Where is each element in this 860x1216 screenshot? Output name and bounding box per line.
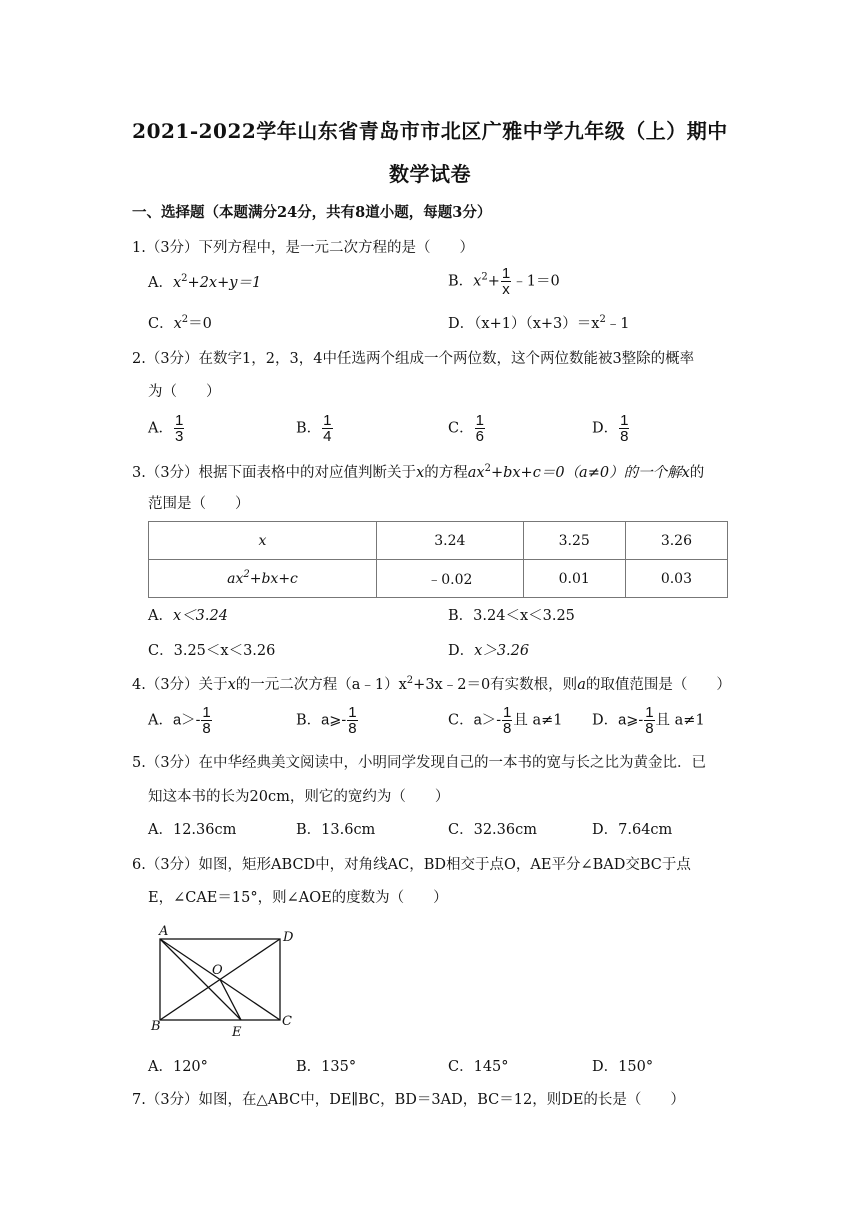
q2-option-d: D． $\frac{1}{8}$ (592, 412, 629, 445)
q3-option-c: C．3.25＜x＜3.26 (148, 643, 276, 659)
fraction: $\frac{1}{3}$ (174, 412, 184, 445)
table-row (149, 560, 728, 598)
label-b: B (151, 1019, 161, 1034)
table-cell: x (149, 522, 377, 560)
q1-option-b: B．$x^2+$ $\frac{1}{x}$ ﹣1＝0 (448, 265, 560, 298)
fraction: $\frac{1}{8}$ (620, 412, 629, 445)
q5-stem-line2: 知这本书的长为20cm，则它的宽约为（ ） (148, 789, 450, 805)
label-c: C (282, 1014, 292, 1029)
fraction: $\frac{1}{8}$ (348, 704, 357, 737)
q2-stem-line1: 2.（3分）在数字1，2，3，4中任选两个组成一个两位数，这个两位数能被3整除的概率 (132, 351, 695, 367)
segment-ae (160, 939, 241, 1020)
q1-stem: 1.（3分）下列方程中，是一元二次方程的是（ ） (132, 240, 475, 256)
q6-option-d: D．150° (592, 1059, 654, 1075)
label-a: A (159, 925, 169, 939)
q4-option-b: B．a⩾- $\frac{1}{8}$ (296, 704, 357, 737)
rectangle-figure (148, 925, 308, 1043)
table-cell: 3.25 (523, 522, 625, 560)
fraction: $\frac{1}{8}$ (503, 704, 512, 737)
q3-option-d: D．x＞3.26 (448, 643, 530, 659)
q4-option-c: C．a＞- $\frac{1}{8}$ 且 a≠1 (448, 704, 563, 737)
q4-option-a: A．a＞- $\frac{1}{8}$ (148, 704, 211, 737)
table-cell: 3.24 (377, 522, 524, 560)
exam-title-line2: 数学试卷 (389, 162, 471, 186)
fraction: $\frac{1}{6}$ (475, 412, 484, 445)
fraction: $\frac{1}{4}$ (323, 412, 332, 445)
q1-option-a: A．$x^2+2x+y=1$ (148, 273, 262, 291)
table-cell: 0.03 (625, 560, 727, 598)
table-cell: 0.01 (523, 560, 625, 598)
q2-stem-line2: 为（ ） (148, 384, 221, 400)
label-o: O (212, 963, 223, 978)
q2-option-b: B． $\frac{1}{4}$ (296, 412, 332, 445)
exam-title-line1: 2021-2022学年山东省青岛市市北区广雅中学九年级（上）期中 (132, 119, 728, 143)
q6-stem-line2: E，∠CAE＝15°，则∠AOE的度数为（ ） (148, 890, 448, 906)
fraction: $\frac{1}{x}$ (501, 265, 511, 298)
fraction: $\frac{1}{8}$ (202, 704, 211, 737)
q2-option-a: A． $\frac{1}{3}$ (148, 412, 184, 445)
segment-oe (220, 980, 241, 1021)
label-e: E (232, 1025, 242, 1040)
q1-option-d: D．$(x+1)(x+3)=x^2﹣1$ (448, 314, 630, 332)
q6-option-a: A．120° (148, 1059, 208, 1075)
q3-option-b: B．3.24＜x＜3.25 (448, 608, 575, 624)
q7-stem-line1: 7.（3分）如图，在△ABC中，DE∥BC，BD＝3AD，BC＝12，则DE的长是（ ） (132, 1092, 685, 1108)
q1-option-c: C．$x^2=0$ (148, 314, 212, 332)
label-d: D (283, 930, 294, 945)
q5-stem-line1: 5.（3分）在中华经典美文阅读中，小明同学发现自己的一本书的宽与长之比为黄金比．已 (132, 755, 707, 771)
q3-stem-line1: 3.（3分）根据下面表格中的对应值判断关于x的方程$ax^2+bx+c=0(a\ne 0)$的一个解x的 (132, 463, 705, 481)
section-heading: 一、选择题（本题满分24分，共有8道小题，每题3分） (132, 204, 492, 221)
q3-stem-line2: 范围是（ ） (148, 496, 250, 512)
q4-stem: 4.（3分）关于x的一元二次方程$(a﹣1)x^2+3x﹣2=0$有实数根，则a的取值范围是（ ） (132, 675, 731, 693)
q5-option-b: B．13.6cm (296, 822, 376, 838)
q5-option-c: C．32.36cm (448, 822, 537, 838)
q6-option-b: B．135° (296, 1059, 357, 1075)
value-table (148, 521, 728, 598)
fraction: $\frac{1}{8}$ (645, 704, 654, 737)
q3-option-a: A．x＜3.24 (148, 608, 228, 624)
q6-stem-line1: 6.（3分）如图，矩形ABCD中，对角线AC，BD相交于点O，AE平分∠BAD交BC于点 (132, 857, 691, 873)
q2-option-c: C． $\frac{1}{6}$ (448, 412, 484, 445)
q5-option-a: A．12.36cm (148, 822, 237, 838)
q6-option-c: C．145° (448, 1059, 509, 1075)
table-cell: 3.26 (625, 522, 727, 560)
table-cell: $ax^2+bx+c$ (149, 560, 377, 598)
q4-option-d: D．a⩾- $\frac{1}{8}$ 且 a≠1 (592, 704, 705, 737)
table-cell: ﹣0.02 (377, 560, 524, 598)
table-row (149, 522, 728, 560)
q5-option-d: D．7.64cm (592, 822, 673, 838)
